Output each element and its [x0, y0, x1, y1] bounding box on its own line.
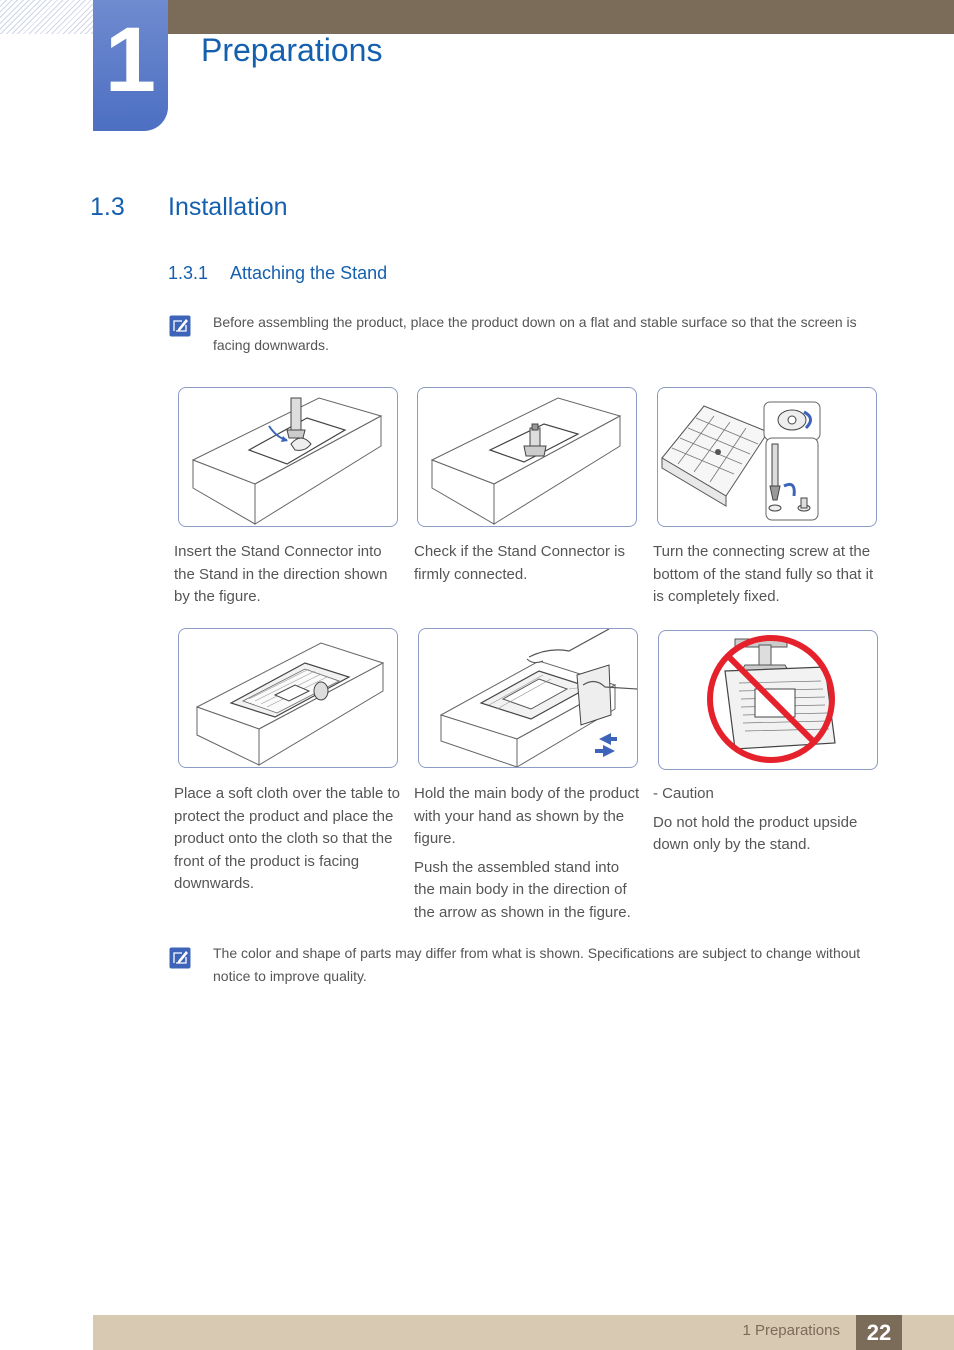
step-5-text-2: Push the assembled stand into the main body in the direction of the arrow as shown in the figure. [414, 858, 631, 921]
step-2-text: Check if the Stand Connector is firmly connected. [414, 543, 625, 583]
figure-insert-stand-connector [178, 387, 398, 527]
note-top-text: Before assembling the product, place the product down on a flat and stable surface so that the screen is facing downwards. [213, 314, 857, 353]
step-6-caption [653, 783, 881, 857]
figure-push-stand-into-body [418, 628, 638, 768]
step-3-text: Turn the connecting screw at the bottom of the stand fully so that it is completely fixed. [653, 543, 874, 605]
step-2-caption [414, 541, 642, 586]
header-bar [168, 0, 954, 34]
footer-chapter-label: 1 Preparations [742, 1322, 840, 1339]
figure-place-soft-cloth [178, 628, 398, 768]
page-footer [93, 1315, 954, 1350]
header-hatch-decoration [0, 0, 93, 34]
subsection-number: 1.3.1 [168, 263, 209, 283]
pencil-note-icon [169, 947, 191, 969]
caution-text: Do not hold the product upside down only by the stand. [653, 813, 858, 853]
figure-check-stand-connector [417, 387, 637, 527]
section-number: 1.3 [90, 193, 125, 221]
step-5-text-1: Hold the main body of the product with your hand as shown by the figure. [414, 785, 640, 847]
page-number: 22 [856, 1315, 902, 1350]
chapter-number-tab: 1 [93, 0, 168, 131]
step-1-text: Insert the Stand Connector into the Stand in the direction shown by the figure. [174, 543, 388, 605]
figure-caution-upside-down [658, 630, 878, 770]
figure-turn-connecting-screw [657, 387, 877, 527]
step-3-caption [653, 541, 881, 609]
pencil-note-icon [169, 315, 191, 337]
section-title: Installation [168, 193, 288, 221]
step-1-caption [174, 541, 402, 609]
note-bottom-text: The color and shape of parts may differ from what is shown. Specifications are subject to change without notice to improve quality. [213, 945, 861, 984]
step-4-caption [174, 783, 402, 896]
subsection-title: Attaching the Stand [230, 263, 388, 283]
step-5-caption [414, 783, 642, 924]
chapter-title: Preparations [201, 32, 383, 68]
step-4-text: Place a soft cloth over the table to protect the product and place the product onto the cloth so that the front of the product is facing downwards. [174, 785, 400, 892]
caution-label: - Caution [653, 785, 714, 802]
